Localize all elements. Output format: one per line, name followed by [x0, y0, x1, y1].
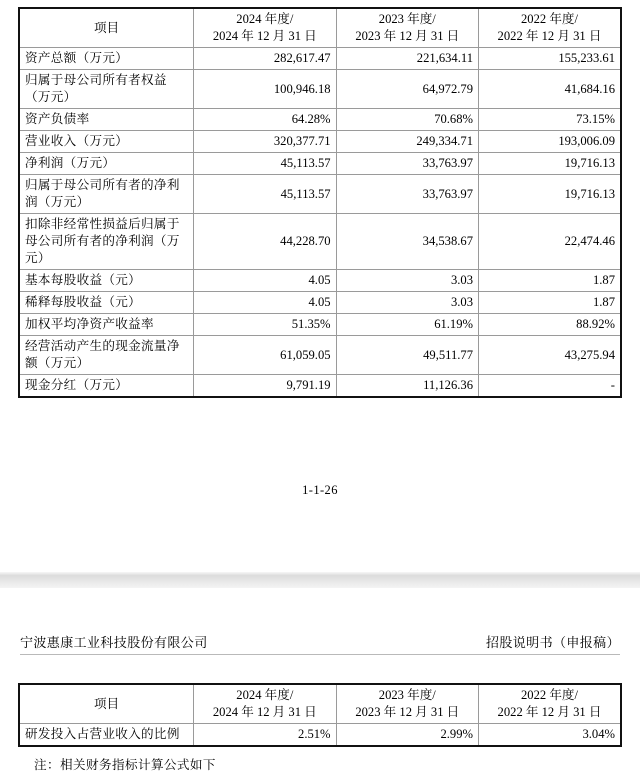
rd-ratio-table [18, 683, 622, 747]
cell-2024: 4.05 [194, 292, 336, 314]
table-row [19, 131, 621, 153]
cell-2022: 193,006.09 [479, 131, 621, 153]
cell-2023: 249,334.71 [336, 131, 478, 153]
table-row [19, 336, 621, 375]
column-header-item: 项目 [19, 8, 194, 48]
column-header-2023: 2023 年度/ 2023 年 12 月 31 日 [336, 8, 478, 48]
page-separator [0, 572, 640, 588]
cell-2022: - [479, 375, 621, 398]
row-label: 资产负债率 [19, 109, 194, 131]
column-header-item: 项目 [19, 684, 194, 724]
cell-2023: 49,511.77 [336, 336, 478, 375]
table-row [19, 375, 621, 398]
cell-2023: 61.19% [336, 314, 478, 336]
column-header-2023: 2023 年度/ 2023 年 12 月 31 日 [336, 684, 478, 724]
cell-2023: 33,763.97 [336, 153, 478, 175]
cell-2024: 61,059.05 [194, 336, 336, 375]
cell-2024: 100,946.18 [194, 70, 336, 109]
row-label: 净利润（万元） [19, 153, 194, 175]
cell-2023: 2.99% [336, 724, 478, 747]
column-header-2024: 2024 年度/ 2024 年 12 月 31 日 [194, 8, 336, 48]
company-name: 宁波惠康工业科技股份有限公司 [20, 635, 208, 650]
cell-2022: 88.92% [479, 314, 621, 336]
row-label: 资产总额（万元） [19, 48, 194, 70]
table-row [19, 292, 621, 314]
cell-2023: 64,972.79 [336, 70, 478, 109]
financial-summary-table [18, 7, 622, 398]
row-label: 基本每股收益（元） [19, 270, 194, 292]
cell-2022: 73.15% [479, 109, 621, 131]
table-row [19, 270, 621, 292]
cell-2024: 44,228.70 [194, 214, 336, 270]
document-running-header [20, 632, 620, 655]
document-page-two [0, 588, 640, 774]
cell-2024: 320,377.71 [194, 131, 336, 153]
cell-2022: 22,474.46 [479, 214, 621, 270]
financial-summary-table-container [18, 7, 622, 398]
page-number: 1-1-26 [302, 483, 338, 497]
cell-2023: 34,538.67 [336, 214, 478, 270]
cell-2024: 45,113.57 [194, 175, 336, 214]
cell-2024: 282,617.47 [194, 48, 336, 70]
document-type: 招股说明书（申报稿） [485, 635, 620, 650]
cell-2022: 43,275.94 [479, 336, 621, 375]
cell-2022: 19,716.13 [479, 153, 621, 175]
row-label: 经营活动产生的现金流量净额（万元） [19, 336, 194, 375]
cell-2024: 9,791.19 [194, 375, 336, 398]
cell-2023: 3.03 [336, 270, 478, 292]
table-note: 注：相关财务指标计算公式如下 [34, 758, 216, 772]
row-label: 现金分红（万元） [19, 375, 194, 398]
table-row [19, 175, 621, 214]
cell-2023: 3.03 [336, 292, 478, 314]
cell-2024: 45,113.57 [194, 153, 336, 175]
table-header-row [19, 684, 621, 724]
table-row [19, 724, 621, 747]
table-body [19, 48, 621, 398]
cell-2022: 41,684.16 [479, 70, 621, 109]
table-row [19, 153, 621, 175]
cell-2022: 3.04% [479, 724, 621, 747]
table-header [19, 684, 621, 724]
column-header-2022: 2022 年度/ 2022 年 12 月 31 日 [479, 8, 621, 48]
row-label: 营业收入（万元） [19, 131, 194, 153]
row-label: 归属于母公司所有者权益（万元） [19, 70, 194, 109]
row-label: 归属于母公司所有者的净利润（万元） [19, 175, 194, 214]
table-row [19, 48, 621, 70]
cell-2024: 64.28% [194, 109, 336, 131]
row-label: 稀释每股收益（元） [19, 292, 194, 314]
table-header-row [19, 8, 621, 48]
cell-2024: 4.05 [194, 270, 336, 292]
row-label: 加权平均净资产收益率 [19, 314, 194, 336]
rd-ratio-table-container [18, 683, 622, 747]
column-header-2022: 2022 年度/ 2022 年 12 月 31 日 [479, 684, 621, 724]
table-row [19, 214, 621, 270]
cell-2023: 70.68% [336, 109, 478, 131]
cell-2022: 19,716.13 [479, 175, 621, 214]
cell-2022: 155,233.61 [479, 48, 621, 70]
cell-2023: 221,634.11 [336, 48, 478, 70]
cell-2024: 2.51% [194, 724, 336, 747]
cell-2023: 11,126.36 [336, 375, 478, 398]
cell-2022: 1.87 [479, 292, 621, 314]
row-label: 扣除非经常性损益后归属于母公司所有者的净利润（万元） [19, 214, 194, 270]
table-body [19, 724, 621, 747]
cell-2023: 33,763.97 [336, 175, 478, 214]
table-row [19, 314, 621, 336]
table-row [19, 70, 621, 109]
cell-2022: 1.87 [479, 270, 621, 292]
row-label: 研发投入占营业收入的比例 [19, 724, 194, 747]
table-header [19, 8, 621, 48]
table-row [19, 109, 621, 131]
cell-2024: 51.35% [194, 314, 336, 336]
column-header-2024: 2024 年度/ 2024 年 12 月 31 日 [194, 684, 336, 724]
